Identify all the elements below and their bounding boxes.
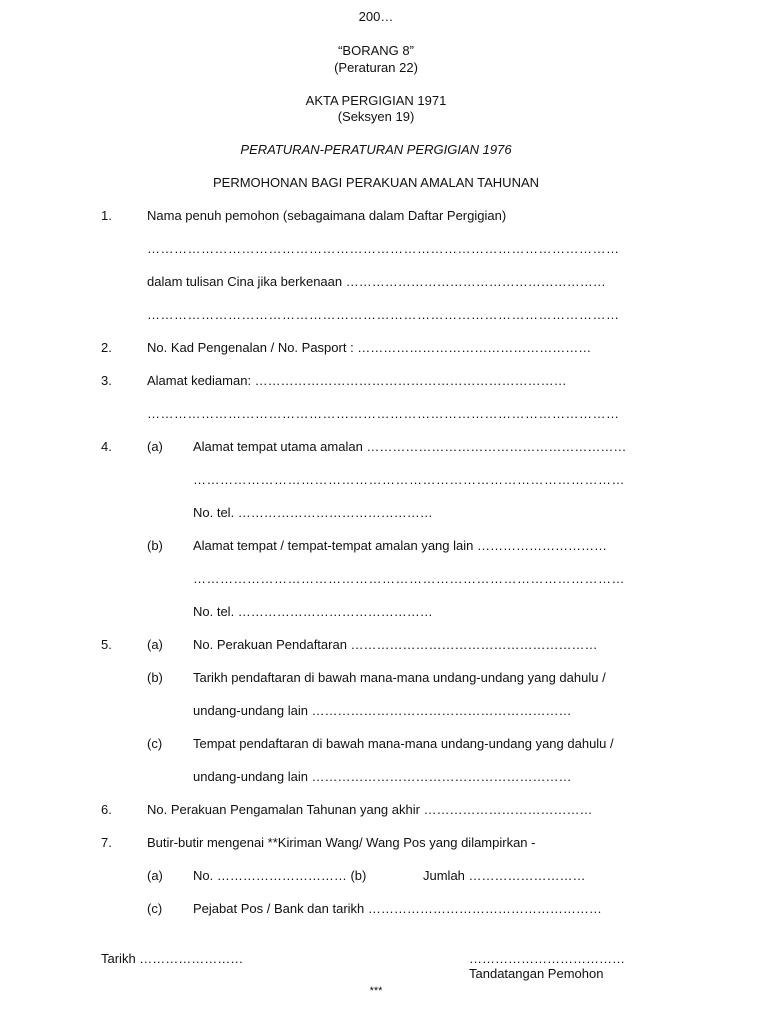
main-practice-address-field[interactable]: Alamat tempat utama amalan …………………………………………………… [193, 439, 627, 454]
payment-number-field[interactable]: No. ………………………… (b) [193, 868, 367, 883]
seksyen-label: (Seksyen 19) [337, 109, 415, 124]
home-address-line[interactable]: …………………………………………………………………………………………… [147, 406, 620, 421]
peraturan-label: (Peraturan 22) [334, 60, 418, 75]
home-address-field[interactable]: Alamat kediaman: ……………………………………………………………… [147, 373, 567, 388]
item-5a-letter: (a) [147, 637, 163, 652]
signature-line[interactable]: ……………………………… [469, 951, 625, 966]
signature-label: Tandatangan Pemohon [469, 966, 604, 981]
post-office-bank-date-field[interactable]: Pejabat Pos / Bank dan tarikh ……………………………………………… [193, 901, 602, 916]
item-number-3: 3. [101, 373, 112, 388]
registration-place-field[interactable]: undang-undang lain …………………………………………………… [193, 769, 572, 784]
regulations-title: PERATURAN-PERATURAN PERGIGIAN 1976 [240, 142, 512, 157]
end-marker: *** [369, 985, 383, 997]
item-7a-letter: (a) [147, 868, 163, 883]
item-number-6: 6. [101, 802, 112, 817]
borang-label: “BORANG 8” [338, 43, 414, 58]
item-number-7: 7. [101, 835, 112, 850]
item-4b-letter: (b) [147, 538, 163, 553]
other-practice-address-line[interactable]: …………………………………………………………………………………… [193, 571, 625, 586]
registration-cert-field[interactable]: No. Perakuan Pendaftaran ………………………………………………… [193, 637, 598, 652]
form-title: PERMOHONAN BAGI PERAKUAN AMALAN TAHUNAN [212, 175, 540, 190]
item-number-4: 4. [101, 439, 112, 454]
full-name-label: Nama penuh pemohon (sebagaimana dalam Daftar Pergigian) [147, 208, 507, 223]
item-7c-letter: (c) [147, 901, 163, 916]
payment-details-label: Butir-butir mengenai **Kiriman Wang/ Wang Pos yang dilampirkan - [147, 835, 536, 850]
registration-date-field[interactable]: undang-undang lain …………………………………………………… [193, 703, 572, 718]
full-name-field[interactable]: …………………………………………………………………………………………… [147, 241, 620, 256]
registration-date-label: Tarikh pendaftaran di bawah mana-mana undang-undang yang dahulu / [193, 670, 606, 685]
item-number-2: 2. [101, 340, 112, 355]
main-practice-address-line[interactable]: …………………………………………………………………………………… [193, 472, 625, 487]
ic-passport-field[interactable]: No. Kad Pengenalan / No. Pasport : ……………………………………………… [147, 340, 592, 355]
item-4a-letter: (a) [147, 439, 163, 454]
main-practice-tel-field[interactable]: No. tel. ……………………………………… [193, 505, 433, 520]
chinese-name-line[interactable]: …………………………………………………………………………………………… [147, 307, 620, 322]
other-practice-address-field[interactable]: Alamat tempat / tempat-tempat amalan yang lain ………………………… [193, 538, 607, 553]
other-practice-tel-field[interactable]: No. tel. ……………………………………… [193, 604, 433, 619]
item-number-5: 5. [101, 637, 112, 652]
last-annual-cert-field[interactable]: No. Perakuan Pengamalan Tahunan yang akhir ………………………………… [147, 802, 593, 817]
item-5b-letter: (b) [147, 670, 163, 685]
registration-place-label: Tempat pendaftaran di bawah mana-mana undang-undang yang dahulu / [193, 736, 614, 751]
chinese-name-field[interactable]: dalam tulisan Cina jika berkenaan …………………………………………………… [147, 274, 606, 289]
page-number: 200… [358, 9, 394, 24]
date-field[interactable]: Tarikh …………………… [101, 951, 244, 966]
item-number-1: 1. [101, 208, 112, 223]
item-5c-letter: (c) [147, 736, 163, 751]
akta-title: AKTA PERGIGIAN 1971 [305, 93, 447, 108]
payment-amount-field[interactable]: Jumlah ……………………… [423, 868, 586, 883]
